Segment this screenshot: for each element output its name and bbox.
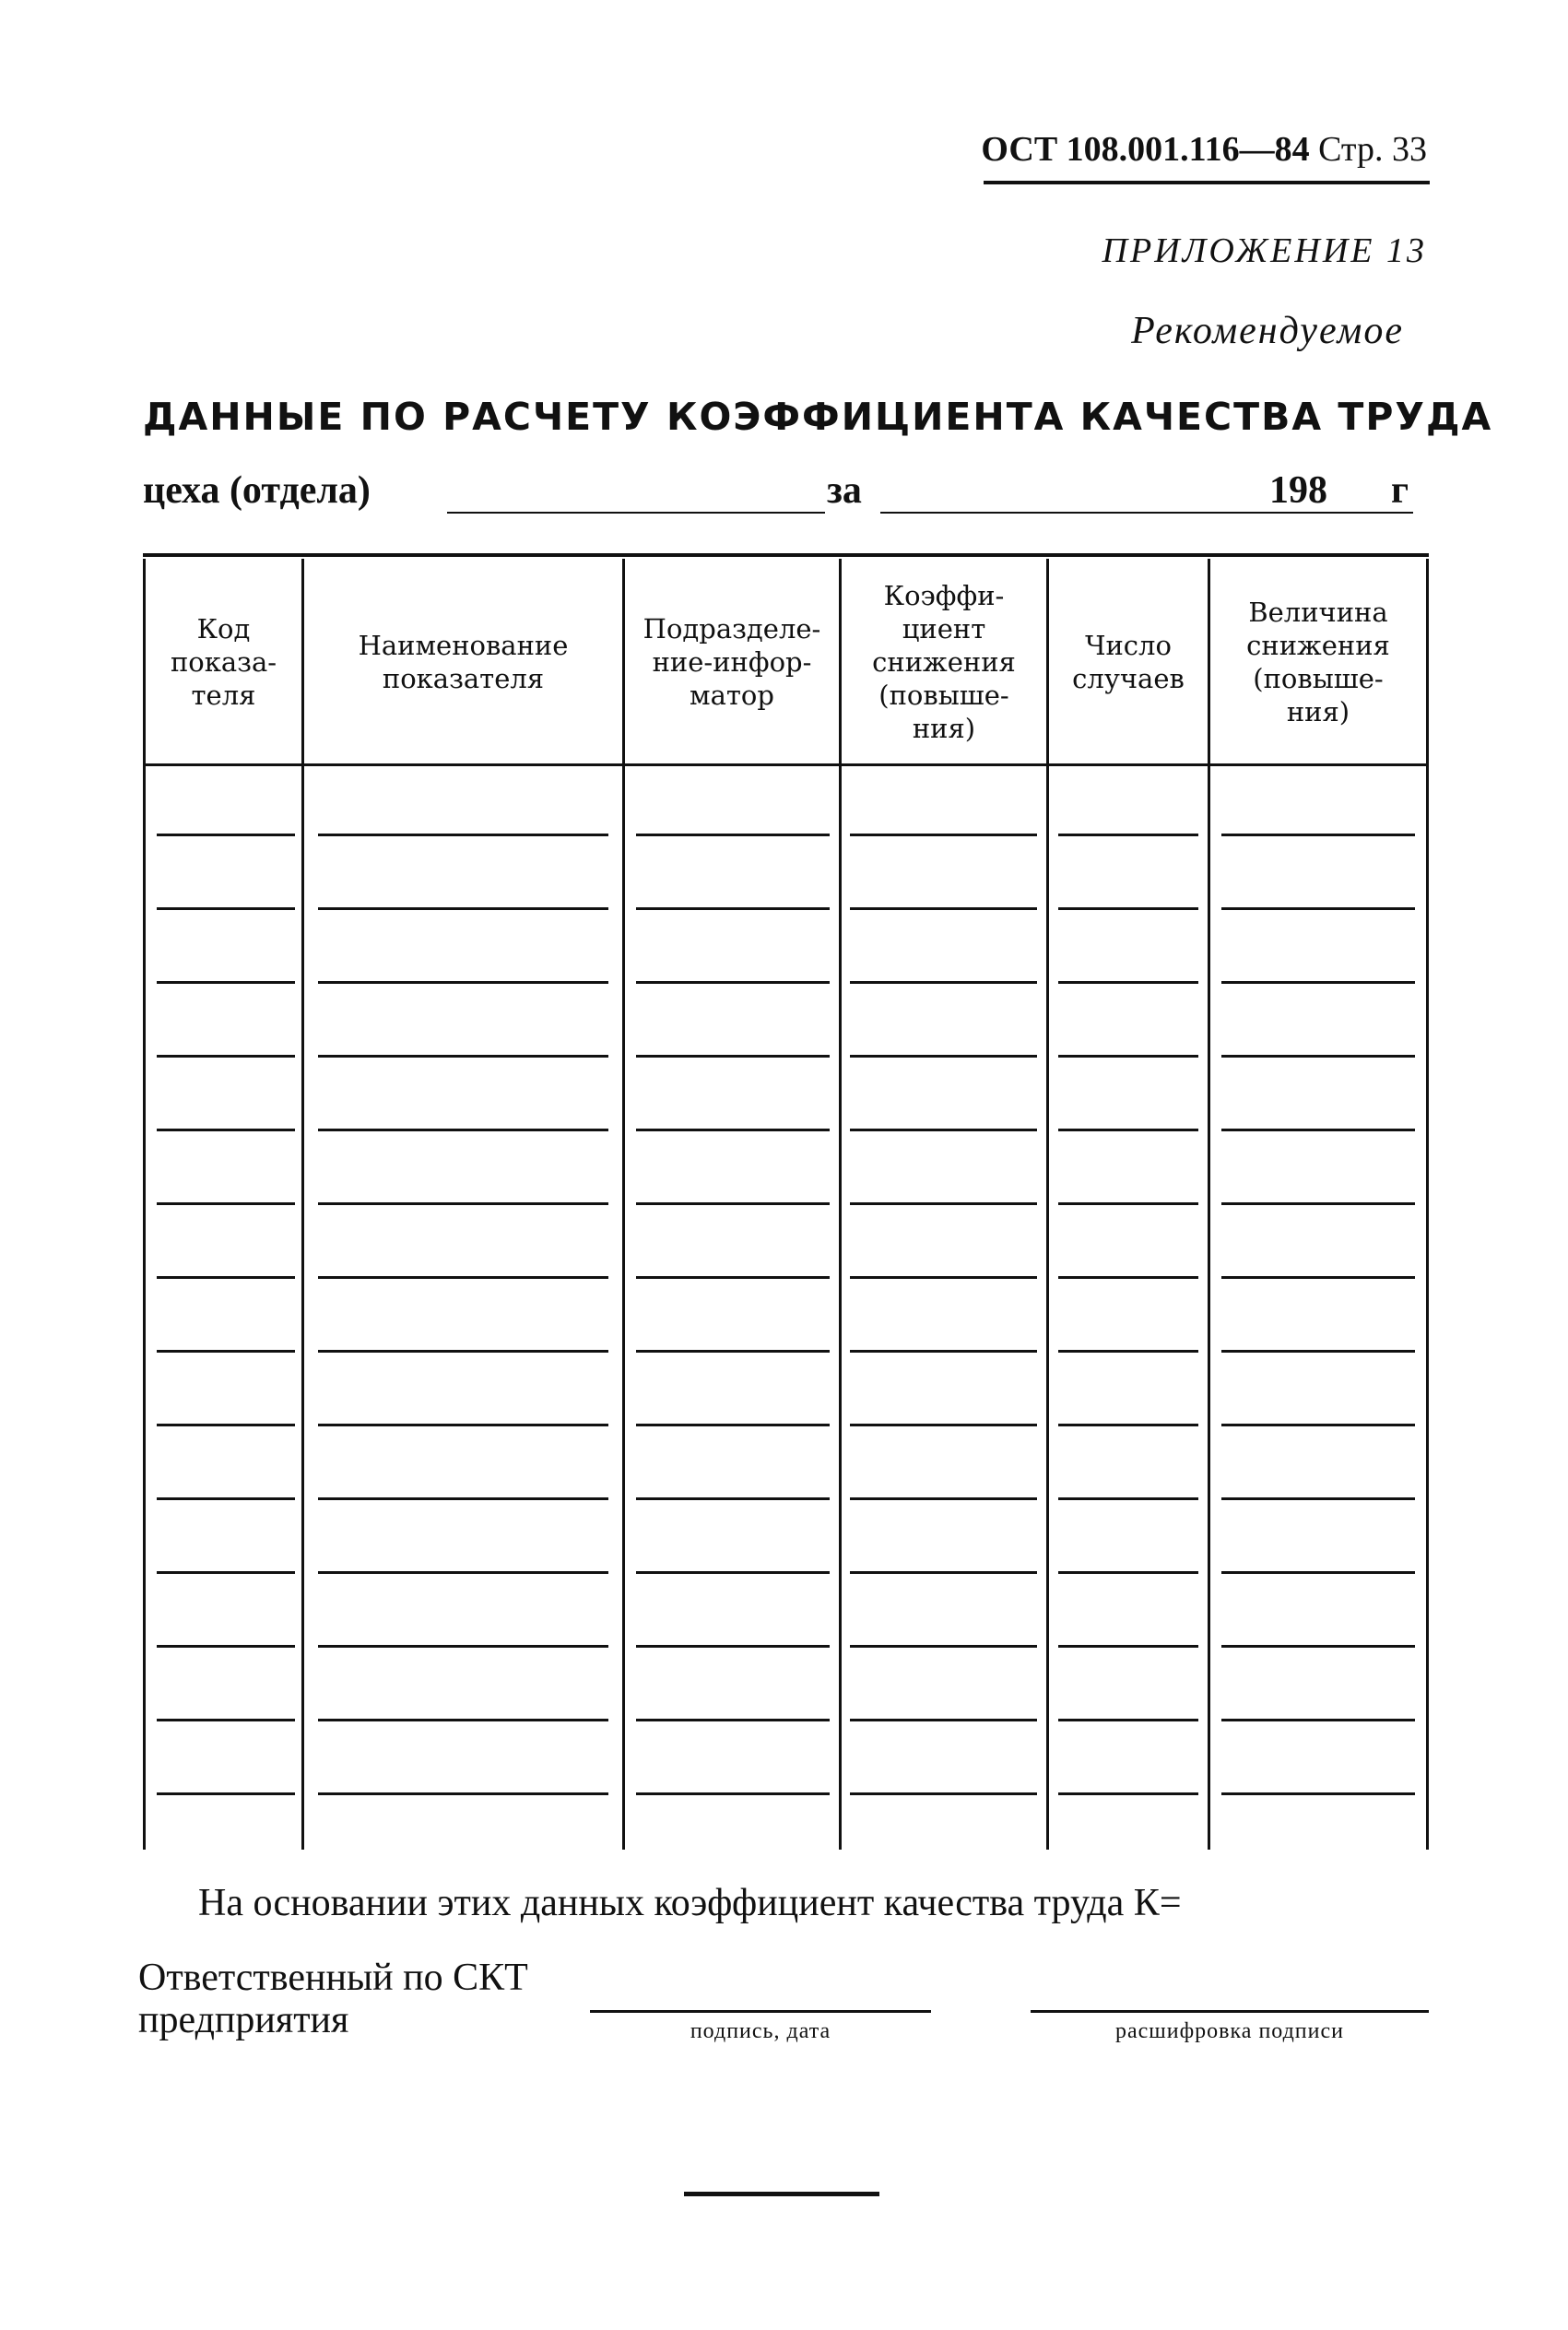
table-row-line[interactable] xyxy=(1221,1276,1415,1279)
table-row-line[interactable] xyxy=(636,1571,830,1574)
table-row-line[interactable] xyxy=(636,1276,830,1279)
table-row-line[interactable] xyxy=(850,1055,1037,1058)
table-row-line[interactable] xyxy=(1058,1350,1198,1353)
table-row-line[interactable] xyxy=(1058,907,1198,910)
form-title: ДАННЫЕ ПО РАСЧЕТУ КОЭФФИЦИЕНТА КАЧЕСТВА ТРУДА xyxy=(143,395,1493,439)
table-row-line[interactable] xyxy=(157,1645,295,1648)
table-row-line[interactable] xyxy=(1058,1202,1198,1205)
table-top-rule xyxy=(143,553,1429,557)
table-row-line[interactable] xyxy=(1058,1719,1198,1721)
table-row-line[interactable] xyxy=(318,1202,608,1205)
year-fill-line[interactable] xyxy=(1338,512,1374,514)
table-row-line[interactable] xyxy=(318,1424,608,1426)
table-row-line[interactable] xyxy=(850,1571,1037,1574)
table-row-line[interactable] xyxy=(636,907,830,910)
year-suffix: г xyxy=(1391,469,1409,512)
table-row-line[interactable] xyxy=(636,834,830,836)
for-word: за xyxy=(827,469,862,512)
table-row-line[interactable] xyxy=(1058,1055,1198,1058)
table-row-line[interactable] xyxy=(318,907,608,910)
signature-line[interactable] xyxy=(590,2010,931,2013)
table-row-line[interactable] xyxy=(1058,1276,1198,1279)
table-row-line[interactable] xyxy=(1221,834,1415,836)
table-row-line[interactable] xyxy=(1221,1645,1415,1648)
table-row-line[interactable] xyxy=(636,981,830,984)
table-row-line[interactable] xyxy=(1221,1350,1415,1353)
table-row-line[interactable] xyxy=(318,1571,608,1574)
table-row-line[interactable] xyxy=(157,1350,295,1353)
decipher-line[interactable] xyxy=(1031,2010,1429,2013)
column-header-cases: Число случаев xyxy=(1072,630,1185,694)
column-header-code: Код показа- теля xyxy=(170,613,277,711)
column-header-name: Наименование показателя xyxy=(358,630,569,694)
table-row-line[interactable] xyxy=(157,1276,295,1279)
table-row-line[interactable] xyxy=(850,1645,1037,1648)
table-row-line[interactable] xyxy=(636,1055,830,1058)
table-row-line[interactable] xyxy=(636,1129,830,1131)
table-row-line[interactable] xyxy=(318,1276,608,1279)
table-row-line[interactable] xyxy=(1058,1424,1198,1426)
table-row-line[interactable] xyxy=(157,1055,295,1058)
table-row-line[interactable] xyxy=(157,981,295,984)
table-row-line[interactable] xyxy=(850,1202,1037,1205)
table-row-line[interactable] xyxy=(1058,1792,1198,1795)
signature-caption: подпись, дата xyxy=(690,2019,831,2043)
table-row-line[interactable] xyxy=(1221,1129,1415,1131)
table-row-line[interactable] xyxy=(157,1792,295,1795)
table-row-line[interactable] xyxy=(318,834,608,836)
table-row-line[interactable] xyxy=(1058,981,1198,984)
table-row-line[interactable] xyxy=(157,1497,295,1500)
standard-number: ОСТ 108.001.116—84 xyxy=(981,130,1310,169)
table-row-line[interactable] xyxy=(157,1129,295,1131)
table-row-line[interactable] xyxy=(157,907,295,910)
table-row-line[interactable] xyxy=(1221,1571,1415,1574)
table-row-line[interactable] xyxy=(157,1424,295,1426)
appendix-status: Рекомендуемое xyxy=(1131,310,1404,352)
table-row-line[interactable] xyxy=(318,1129,608,1131)
table-row-line[interactable] xyxy=(636,1202,830,1205)
table-row-line[interactable] xyxy=(636,1645,830,1648)
table-row-line[interactable] xyxy=(1221,981,1415,984)
table-row-line[interactable] xyxy=(636,1424,830,1426)
table-row-line[interactable] xyxy=(1058,834,1198,836)
table-row-line[interactable] xyxy=(1058,1129,1198,1131)
table-row-line[interactable] xyxy=(850,834,1037,836)
table-row-line[interactable] xyxy=(318,1350,608,1353)
table-row-line[interactable] xyxy=(636,1497,830,1500)
appendix-label: ПРИЛОЖЕНИЕ 13 xyxy=(1102,231,1427,270)
table-row-line[interactable] xyxy=(157,834,295,836)
department-fill-line[interactable] xyxy=(447,512,825,514)
column-header-informant: Подразделе- ние-инфор- матор xyxy=(643,613,821,711)
table-row-line[interactable] xyxy=(850,907,1037,910)
table-row-line[interactable] xyxy=(318,1719,608,1721)
year-prefix: 198 xyxy=(1269,469,1327,512)
table-row-line[interactable] xyxy=(318,1645,608,1648)
table-row-line[interactable] xyxy=(1221,1202,1415,1205)
table-row-line[interactable] xyxy=(1221,1792,1415,1795)
responsible-label: Ответственный по СКТ предприятия xyxy=(138,1957,528,2041)
table-row-line[interactable] xyxy=(850,1129,1037,1131)
department-label: цеха (отдела) xyxy=(143,469,371,512)
table-row-line[interactable] xyxy=(1058,1497,1198,1500)
column-header-coefficient: Коэффи- циент снижения (повыше- ния) xyxy=(872,580,1016,744)
table-row-line[interactable] xyxy=(1221,907,1415,910)
header-bottom-rule xyxy=(143,763,1429,766)
table-row-line[interactable] xyxy=(636,1792,830,1795)
table-row-line[interactable] xyxy=(157,1719,295,1721)
table-row-line[interactable] xyxy=(318,1497,608,1500)
table-row-line[interactable] xyxy=(850,1350,1037,1353)
table-row-line[interactable] xyxy=(636,1350,830,1353)
decipher-caption: расшифровка подписи xyxy=(1114,2019,1344,2043)
table-row-line[interactable] xyxy=(1221,1719,1415,1721)
period-line xyxy=(143,468,1429,524)
table-row-line[interactable] xyxy=(318,1055,608,1058)
header-rule xyxy=(984,181,1430,184)
table-row-line[interactable] xyxy=(157,1202,295,1205)
period-fill-line[interactable] xyxy=(880,512,1413,514)
document-code xyxy=(981,129,1427,170)
table-row-line[interactable] xyxy=(636,1719,830,1721)
table-row-line[interactable] xyxy=(850,1276,1037,1279)
table-row-line[interactable] xyxy=(318,1792,608,1795)
table-row-line[interactable] xyxy=(1221,1424,1415,1426)
table-row-line[interactable] xyxy=(318,981,608,984)
table-row-line[interactable] xyxy=(850,1719,1037,1721)
table-row-line[interactable] xyxy=(850,1424,1037,1426)
column-header-value: Величина снижения (повыше- ния) xyxy=(1246,597,1390,727)
end-rule xyxy=(684,2192,879,2196)
table-row-line[interactable] xyxy=(1221,1055,1415,1058)
table-row-line[interactable] xyxy=(850,1792,1037,1795)
table-row-line[interactable] xyxy=(157,1571,295,1574)
table-row-line[interactable] xyxy=(1058,1645,1198,1648)
column-border xyxy=(1426,559,1429,1850)
table-row-line[interactable] xyxy=(1058,1571,1198,1574)
table-row-line[interactable] xyxy=(1221,1497,1415,1500)
table-row-line[interactable] xyxy=(850,981,1037,984)
page-number: Стр. 33 xyxy=(1318,130,1427,169)
table-row-line[interactable] xyxy=(850,1497,1037,1500)
conclusion-text: На основании этих данных коэффициент качества труда К= xyxy=(198,1882,1182,1924)
